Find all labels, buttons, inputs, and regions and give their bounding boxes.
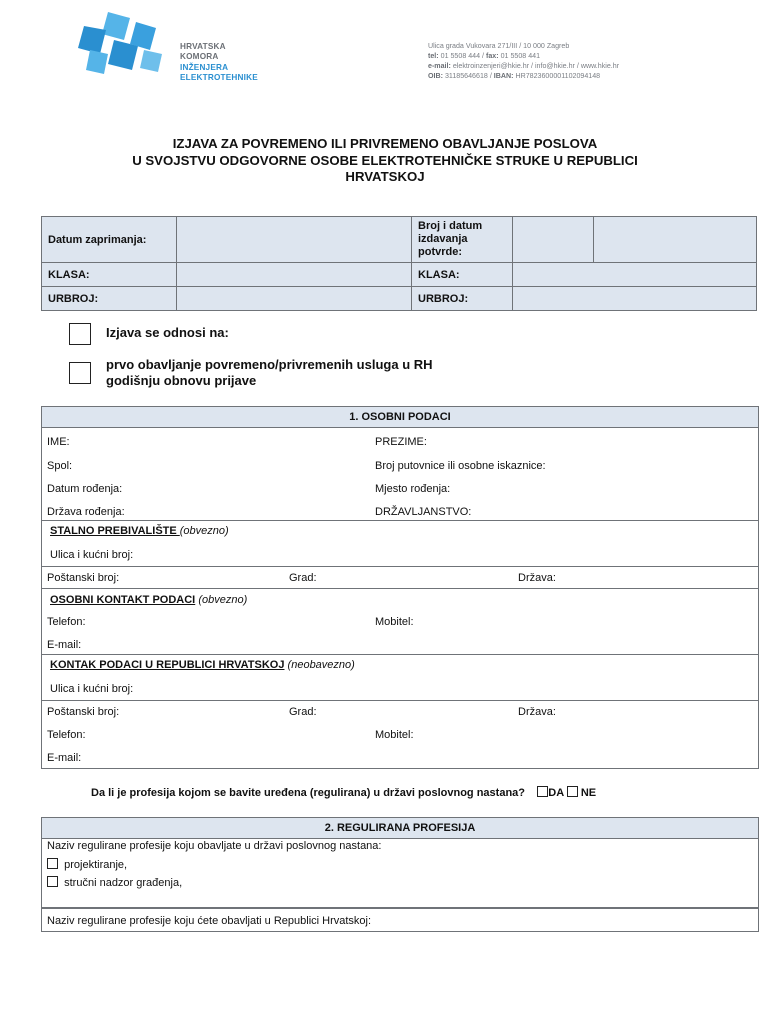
org-line-2: KOMORA xyxy=(180,52,219,62)
urbroj-field[interactable] xyxy=(177,287,412,311)
organization-name xyxy=(180,42,258,83)
reception-table xyxy=(41,216,757,311)
org-line-1: HRVATSKA xyxy=(180,42,226,51)
klasa-label: KLASA: xyxy=(42,263,177,287)
option-1-label: prvo obavljanje povremeno/privremenih usluga u RH xyxy=(106,357,433,372)
email-label-2: E-mail: xyxy=(47,752,82,764)
email-label-1: E-mail: xyxy=(47,639,82,651)
title-line-3: HRVATSKOJ xyxy=(345,169,425,184)
urbroj2-field[interactable] xyxy=(513,287,757,311)
ne-label: NE xyxy=(580,787,597,799)
klasa2-field[interactable] xyxy=(513,263,757,287)
mjesto-rodjenja-label: Mjesto rođenja: xyxy=(375,483,451,495)
contact-info xyxy=(428,41,619,81)
drzava-label-2: Država: xyxy=(518,706,556,718)
ime-label: IME: xyxy=(47,436,70,448)
section-regulirana-profesija xyxy=(41,817,759,932)
prezime-label: PREZIME: xyxy=(375,436,427,448)
broj-datum-field-2[interactable] xyxy=(594,217,757,263)
grad-label-2: Grad: xyxy=(289,706,317,718)
urbroj-label: URBROJ: xyxy=(42,287,177,311)
naziv-drzava-label: Naziv regulirane profesije koju obavljate u državi poslovnog nastana: xyxy=(47,840,382,852)
phone-fax: tel: 01 5508 444 / fax: 01 5508 441 xyxy=(428,52,541,60)
question-text: Da li je profesija kojom se bavite uređena (regulirana) u državi poslovnog nastana? xyxy=(91,787,526,799)
org-line-4: ELEKTROTEHNIKE xyxy=(180,72,258,82)
broj-datum-field-1[interactable] xyxy=(513,217,594,263)
izjava-checkbox[interactable] xyxy=(69,323,91,345)
option-checkbox[interactable] xyxy=(69,362,91,384)
datum-zaprimanja-label: Datum zaprimanja: xyxy=(42,217,177,263)
email-line: e-mail: elektroinzenjeri@hkie.hr / info@hkie.hr / www.hkie.hr xyxy=(428,62,620,70)
hkie-logo xyxy=(78,10,178,78)
da-checkbox[interactable] xyxy=(537,786,548,797)
address: Ulica grada Vukovara 271/III / 10 000 Zagreb xyxy=(428,42,570,50)
nadzor-option xyxy=(47,876,182,889)
datum-zaprimanja-field[interactable] xyxy=(177,217,412,263)
postanski-label-1: Poštanski broj: xyxy=(47,572,120,584)
telefon-label-1: Telefon: xyxy=(47,616,86,628)
spol-label: Spol: xyxy=(47,460,73,472)
broj-putovnice-label: Broj putovnice ili osobne iskaznice: xyxy=(375,460,546,472)
klasa-field[interactable] xyxy=(177,263,412,287)
kontak-rh-heading: KONTAK PODACI U REPUBLICI HRVATSKOJ (neobavezno) xyxy=(50,659,355,671)
projektiranje-option xyxy=(47,858,127,871)
ulica-label-2: Ulica i kućni broj: xyxy=(50,683,134,695)
title-line-1: IZJAVA ZA POVREMENO ILI PRIVREMENO OBAVLJANJE POSLOVA xyxy=(172,136,598,151)
osobni-kontakt-heading: OSOBNI KONTAKT PODACI (obvezno) xyxy=(50,594,248,606)
da-label: DA xyxy=(548,787,564,799)
drzava-rodjenja-label: Država rođenja: xyxy=(47,506,125,518)
drzavljanstvo-label: DRŽAVLJANSTVO: xyxy=(375,506,472,518)
nadzor-label: stručni nadzor građenja, xyxy=(64,877,183,889)
section-osobni-podaci xyxy=(41,406,759,769)
drzava-label-1: Država: xyxy=(518,572,556,584)
org-line-3: INŽENJERA xyxy=(180,62,229,72)
projektiranje-label: projektiranje, xyxy=(64,859,128,871)
document-title xyxy=(40,136,730,186)
broj-datum-label: Broj i datum izdavanja potvrde: xyxy=(412,217,513,263)
nadzor-checkbox[interactable] xyxy=(47,876,58,887)
datum-rodjenja-label: Datum rođenja: xyxy=(47,483,123,495)
naziv-rh-label: Naziv regulirane profesije koju ćete obavljati u Republici Hrvatskoj: xyxy=(47,915,372,927)
telefon-label-2: Telefon: xyxy=(47,729,86,741)
urbroj2-label: URBROJ: xyxy=(412,287,513,311)
section-2-header: 2. REGULIRANA PROFESIJA xyxy=(42,818,758,839)
postanski-label-2: Poštanski broj: xyxy=(47,706,120,718)
section-1-header: 1. OSOBNI PODACI xyxy=(42,407,758,428)
mobitel-label-1: Mobitel: xyxy=(375,616,414,628)
projektiranje-checkbox[interactable] xyxy=(47,858,58,869)
title-line-2: U SVOJSTVU ODGOVORNE OSOBE ELEKTROTEHNIČKE STRUKE U REPUBLICI xyxy=(132,152,638,168)
mobitel-label-2: Mobitel: xyxy=(375,729,414,741)
ulica-label-1: Ulica i kućni broj: xyxy=(50,549,134,561)
grad-label-1: Grad: xyxy=(289,572,317,584)
izjava-label: Izjava se odnosi na: xyxy=(106,325,229,340)
option-2-label: godišnju obnovu prijave xyxy=(106,373,257,388)
oib-iban: OIB: 31185646618 / IBAN: HR7823600001102094148 xyxy=(428,72,601,80)
ne-checkbox[interactable] xyxy=(567,786,578,797)
regulated-question xyxy=(91,786,596,799)
klasa2-label: KLASA: xyxy=(412,263,513,287)
stalno-prebivaliste-heading: STALNO PREBIVALIŠTE (obvezno) xyxy=(50,525,229,537)
